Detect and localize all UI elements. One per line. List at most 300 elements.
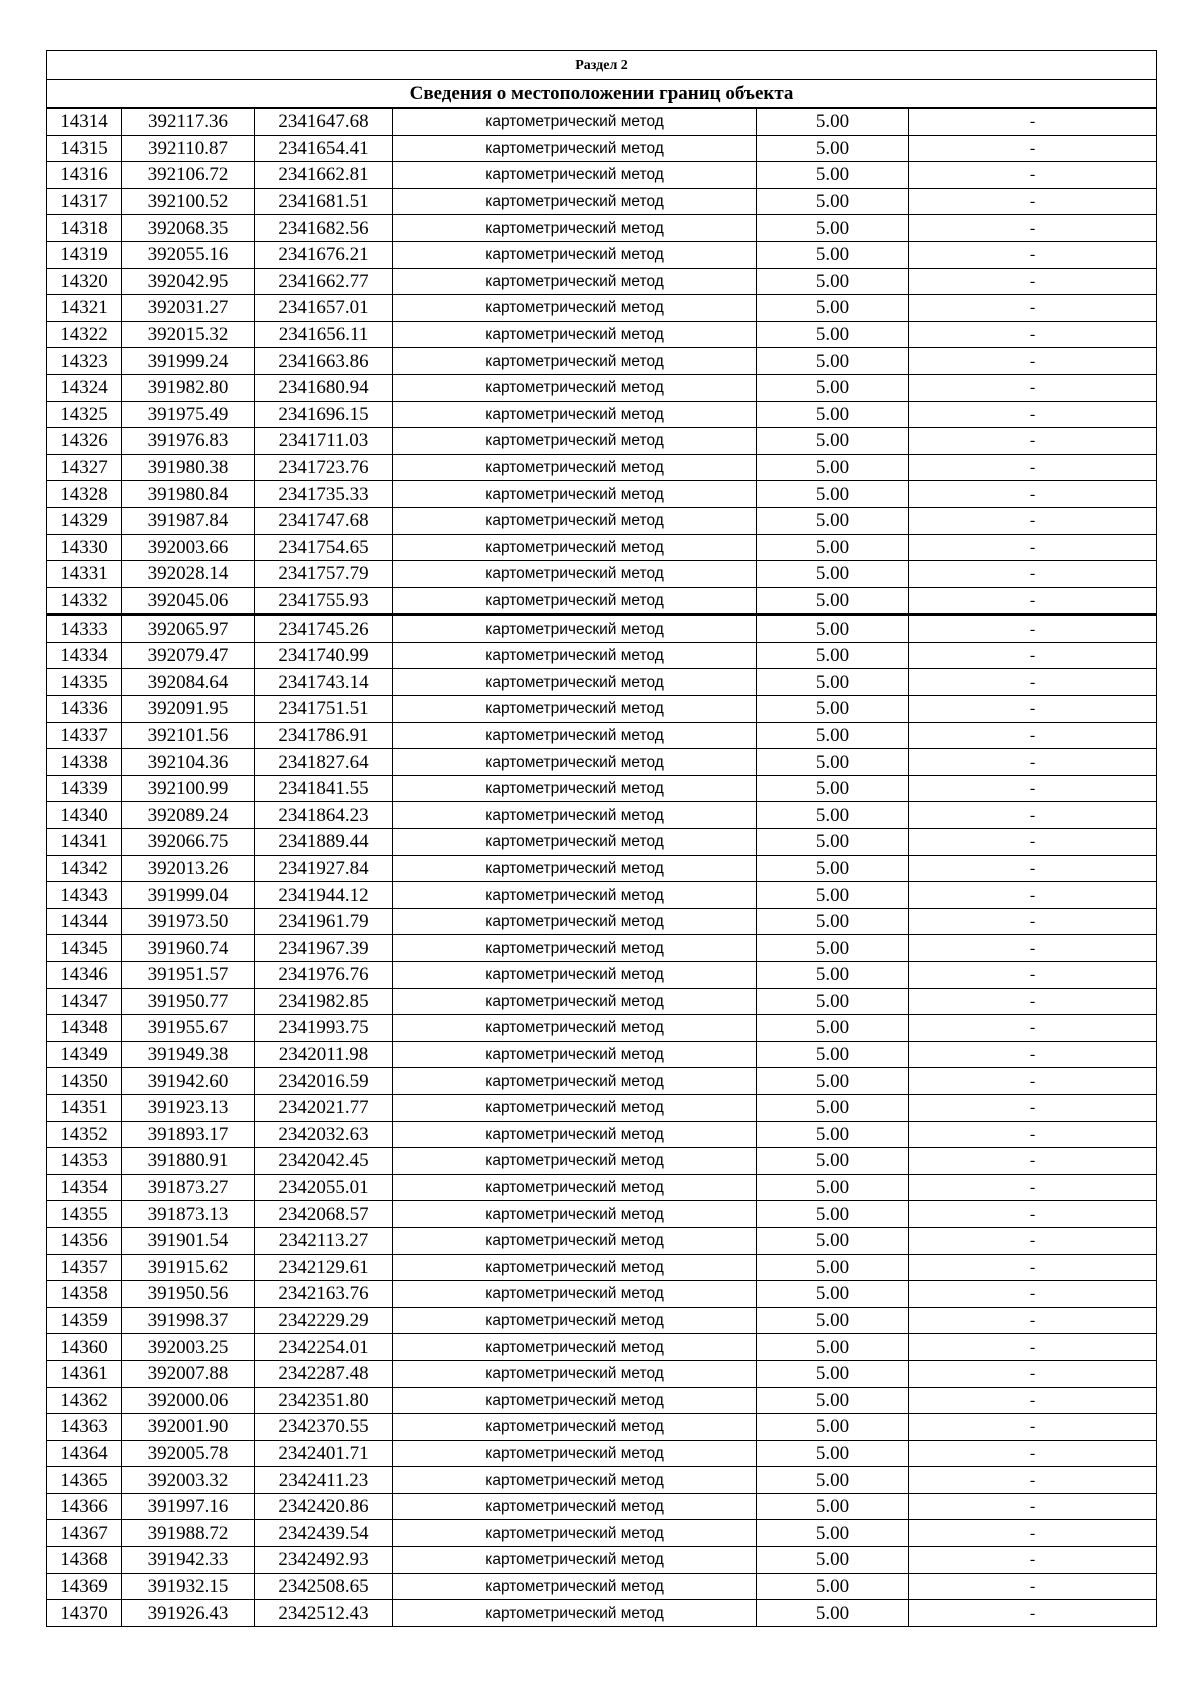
precision-cell: 5.00 bbox=[757, 268, 909, 295]
precision-cell: 5.00 bbox=[757, 669, 909, 696]
coord-x-cell: 391999.04 bbox=[122, 882, 255, 909]
note-cell: - bbox=[909, 1068, 1157, 1095]
point-number-cell: 14345 bbox=[47, 935, 122, 962]
table-row bbox=[47, 1387, 1157, 1414]
table-row bbox=[47, 749, 1157, 776]
coord-x-cell: 392091.95 bbox=[122, 696, 255, 723]
coord-x-cell: 391951.57 bbox=[122, 962, 255, 989]
point-number-cell: 14365 bbox=[47, 1467, 122, 1494]
method-cell: картометрический метод bbox=[393, 669, 757, 696]
point-number-cell: 14359 bbox=[47, 1307, 122, 1334]
precision-cell: 5.00 bbox=[757, 829, 909, 856]
method-cell: картометрический метод bbox=[393, 1387, 757, 1414]
coord-y-cell: 2342032.63 bbox=[255, 1121, 393, 1148]
coord-y-cell: 2342011.98 bbox=[255, 1041, 393, 1068]
note-cell: - bbox=[909, 108, 1157, 135]
boundary-table bbox=[46, 50, 1157, 1627]
coord-x-cell: 391950.56 bbox=[122, 1281, 255, 1308]
note-cell: - bbox=[909, 295, 1157, 322]
coord-x-cell: 392068.35 bbox=[122, 215, 255, 242]
coord-y-cell: 2342055.01 bbox=[255, 1174, 393, 1201]
precision-cell: 5.00 bbox=[757, 962, 909, 989]
coord-y-cell: 2342508.65 bbox=[255, 1573, 393, 1600]
coord-y-cell: 2341864.23 bbox=[255, 802, 393, 829]
precision-cell: 5.00 bbox=[757, 1520, 909, 1547]
table-row bbox=[47, 1360, 1157, 1387]
point-number-cell: 14321 bbox=[47, 295, 122, 322]
precision-cell: 5.00 bbox=[757, 1467, 909, 1494]
precision-cell: 5.00 bbox=[757, 1041, 909, 1068]
method-cell: картометрический метод bbox=[393, 855, 757, 882]
note-cell: - bbox=[909, 481, 1157, 508]
coord-y-cell: 2342021.77 bbox=[255, 1094, 393, 1121]
point-number-cell: 14326 bbox=[47, 428, 122, 455]
precision-cell: 5.00 bbox=[757, 1148, 909, 1175]
coord-y-cell: 2342439.54 bbox=[255, 1520, 393, 1547]
precision-cell: 5.00 bbox=[757, 481, 909, 508]
coord-x-cell: 391873.27 bbox=[122, 1174, 255, 1201]
note-cell: - bbox=[909, 855, 1157, 882]
point-number-cell: 14337 bbox=[47, 722, 122, 749]
coord-y-cell: 2341681.51 bbox=[255, 188, 393, 215]
coord-y-cell: 2342411.23 bbox=[255, 1467, 393, 1494]
coord-y-cell: 2342492.93 bbox=[255, 1547, 393, 1574]
table-row bbox=[47, 428, 1157, 455]
coord-x-cell: 391975.49 bbox=[122, 401, 255, 428]
point-number-cell: 14327 bbox=[47, 454, 122, 481]
table-row bbox=[47, 454, 1157, 481]
table-row bbox=[47, 215, 1157, 242]
precision-cell: 5.00 bbox=[757, 1094, 909, 1121]
table-row bbox=[47, 135, 1157, 162]
method-cell: картометрический метод bbox=[393, 775, 757, 802]
point-number-cell: 14358 bbox=[47, 1281, 122, 1308]
coord-y-cell: 2341680.94 bbox=[255, 374, 393, 401]
table-row bbox=[47, 268, 1157, 295]
point-number-cell: 14353 bbox=[47, 1148, 122, 1175]
point-number-cell: 14317 bbox=[47, 188, 122, 215]
point-number-cell: 14328 bbox=[47, 481, 122, 508]
table-row bbox=[47, 935, 1157, 962]
section-label: Раздел 2 bbox=[47, 51, 1157, 80]
table-row bbox=[47, 188, 1157, 215]
note-cell: - bbox=[909, 642, 1157, 669]
coord-x-cell: 391942.60 bbox=[122, 1068, 255, 1095]
table-row bbox=[47, 108, 1157, 135]
point-number-cell: 14361 bbox=[47, 1360, 122, 1387]
method-cell: картометрический метод bbox=[393, 615, 757, 643]
note-cell: - bbox=[909, 1334, 1157, 1361]
point-number-cell: 14325 bbox=[47, 401, 122, 428]
method-cell: картометрический метод bbox=[393, 1307, 757, 1334]
coord-y-cell: 2342068.57 bbox=[255, 1201, 393, 1228]
note-cell: - bbox=[909, 1174, 1157, 1201]
method-cell: картометрический метод bbox=[393, 988, 757, 1015]
precision-cell: 5.00 bbox=[757, 642, 909, 669]
precision-cell: 5.00 bbox=[757, 1174, 909, 1201]
coord-x-cell: 391980.38 bbox=[122, 454, 255, 481]
note-cell: - bbox=[909, 587, 1157, 615]
table-row bbox=[47, 1041, 1157, 1068]
table-row bbox=[47, 642, 1157, 669]
coord-x-cell: 392100.52 bbox=[122, 188, 255, 215]
note-cell: - bbox=[909, 1600, 1157, 1627]
method-cell: картометрический метод bbox=[393, 642, 757, 669]
coord-x-cell: 392001.90 bbox=[122, 1414, 255, 1441]
precision-cell: 5.00 bbox=[757, 374, 909, 401]
coord-x-cell: 391873.13 bbox=[122, 1201, 255, 1228]
coord-x-cell: 391923.13 bbox=[122, 1094, 255, 1121]
table-row bbox=[47, 775, 1157, 802]
note-cell: - bbox=[909, 374, 1157, 401]
table-row bbox=[47, 1467, 1157, 1494]
precision-cell: 5.00 bbox=[757, 108, 909, 135]
table-row bbox=[47, 374, 1157, 401]
coord-y-cell: 2341676.21 bbox=[255, 241, 393, 268]
precision-cell: 5.00 bbox=[757, 1387, 909, 1414]
note-cell: - bbox=[909, 1227, 1157, 1254]
method-cell: картометрический метод bbox=[393, 481, 757, 508]
precision-cell: 5.00 bbox=[757, 696, 909, 723]
point-number-cell: 14322 bbox=[47, 321, 122, 348]
precision-cell: 5.00 bbox=[757, 587, 909, 615]
table-row bbox=[47, 722, 1157, 749]
method-cell: картометрический метод bbox=[393, 268, 757, 295]
precision-cell: 5.00 bbox=[757, 615, 909, 643]
method-cell: картометрический метод bbox=[393, 1360, 757, 1387]
precision-cell: 5.00 bbox=[757, 1227, 909, 1254]
point-number-cell: 14329 bbox=[47, 507, 122, 534]
note-cell: - bbox=[909, 1414, 1157, 1441]
table-row bbox=[47, 1414, 1157, 1441]
method-cell: картометрический метод bbox=[393, 241, 757, 268]
precision-cell: 5.00 bbox=[757, 295, 909, 322]
method-cell: картометрический метод bbox=[393, 935, 757, 962]
coord-x-cell: 391960.74 bbox=[122, 935, 255, 962]
table-row bbox=[47, 241, 1157, 268]
precision-cell: 5.00 bbox=[757, 1414, 909, 1441]
note-cell: - bbox=[909, 241, 1157, 268]
note-cell: - bbox=[909, 507, 1157, 534]
note-cell: - bbox=[909, 1547, 1157, 1574]
table-row bbox=[47, 696, 1157, 723]
table-row bbox=[47, 1148, 1157, 1175]
method-cell: картометрический метод bbox=[393, 1440, 757, 1467]
point-number-cell: 14370 bbox=[47, 1600, 122, 1627]
coord-y-cell: 2341696.15 bbox=[255, 401, 393, 428]
table-row bbox=[47, 855, 1157, 882]
point-number-cell: 14362 bbox=[47, 1387, 122, 1414]
coord-y-cell: 2341735.33 bbox=[255, 481, 393, 508]
table-row bbox=[47, 802, 1157, 829]
note-cell: - bbox=[909, 1387, 1157, 1414]
precision-cell: 5.00 bbox=[757, 188, 909, 215]
note-cell: - bbox=[909, 162, 1157, 189]
coord-y-cell: 2341755.93 bbox=[255, 587, 393, 615]
point-number-cell: 14338 bbox=[47, 749, 122, 776]
precision-cell: 5.00 bbox=[757, 454, 909, 481]
note-cell: - bbox=[909, 454, 1157, 481]
method-cell: картометрический метод bbox=[393, 882, 757, 909]
method-cell: картометрический метод bbox=[393, 1414, 757, 1441]
coord-y-cell: 2341967.39 bbox=[255, 935, 393, 962]
table-row bbox=[47, 1334, 1157, 1361]
coord-x-cell: 391988.72 bbox=[122, 1520, 255, 1547]
method-cell: картометрический метод bbox=[393, 1520, 757, 1547]
precision-cell: 5.00 bbox=[757, 802, 909, 829]
coord-x-cell: 391997.16 bbox=[122, 1493, 255, 1520]
point-number-cell: 14333 bbox=[47, 615, 122, 643]
point-number-cell: 14323 bbox=[47, 348, 122, 375]
coord-x-cell: 391942.33 bbox=[122, 1547, 255, 1574]
table-row bbox=[47, 962, 1157, 989]
method-cell: картометрический метод bbox=[393, 1227, 757, 1254]
table-row bbox=[47, 587, 1157, 615]
coord-x-cell: 392045.06 bbox=[122, 587, 255, 615]
note-cell: - bbox=[909, 1148, 1157, 1175]
coord-x-cell: 391880.91 bbox=[122, 1148, 255, 1175]
table-row bbox=[47, 1227, 1157, 1254]
note-cell: - bbox=[909, 988, 1157, 1015]
note-cell: - bbox=[909, 188, 1157, 215]
point-number-cell: 14319 bbox=[47, 241, 122, 268]
coord-x-cell: 392066.75 bbox=[122, 829, 255, 856]
coord-x-cell: 392042.95 bbox=[122, 268, 255, 295]
precision-cell: 5.00 bbox=[757, 241, 909, 268]
table-row bbox=[47, 348, 1157, 375]
precision-cell: 5.00 bbox=[757, 935, 909, 962]
point-number-cell: 14364 bbox=[47, 1440, 122, 1467]
coord-x-cell: 391949.38 bbox=[122, 1041, 255, 1068]
boundary-table-body bbox=[47, 51, 1157, 1627]
coord-y-cell: 2342113.27 bbox=[255, 1227, 393, 1254]
note-cell: - bbox=[909, 135, 1157, 162]
point-number-cell: 14339 bbox=[47, 775, 122, 802]
point-number-cell: 14331 bbox=[47, 561, 122, 588]
coord-x-cell: 391982.80 bbox=[122, 374, 255, 401]
coord-x-cell: 392013.26 bbox=[122, 855, 255, 882]
coord-y-cell: 2341647.68 bbox=[255, 108, 393, 135]
table-row bbox=[47, 1600, 1157, 1627]
point-number-cell: 14357 bbox=[47, 1254, 122, 1281]
coord-x-cell: 391901.54 bbox=[122, 1227, 255, 1254]
coord-y-cell: 2342512.43 bbox=[255, 1600, 393, 1627]
note-cell: - bbox=[909, 268, 1157, 295]
method-cell: картометрический метод bbox=[393, 321, 757, 348]
method-cell: картометрический метод bbox=[393, 135, 757, 162]
method-cell: картометрический метод bbox=[393, 908, 757, 935]
table-row bbox=[47, 1281, 1157, 1308]
table-row bbox=[47, 1174, 1157, 1201]
note-cell: - bbox=[909, 696, 1157, 723]
note-cell: - bbox=[909, 722, 1157, 749]
note-cell: - bbox=[909, 1573, 1157, 1600]
method-cell: картометрический метод bbox=[393, 162, 757, 189]
point-number-cell: 14350 bbox=[47, 1068, 122, 1095]
method-cell: картометрический метод bbox=[393, 587, 757, 615]
coord-y-cell: 2341944.12 bbox=[255, 882, 393, 909]
precision-cell: 5.00 bbox=[757, 1334, 909, 1361]
coord-x-cell: 391998.37 bbox=[122, 1307, 255, 1334]
note-cell: - bbox=[909, 428, 1157, 455]
precision-cell: 5.00 bbox=[757, 1573, 909, 1600]
coord-y-cell: 2341740.99 bbox=[255, 642, 393, 669]
table-row bbox=[47, 534, 1157, 561]
precision-cell: 5.00 bbox=[757, 215, 909, 242]
method-cell: картометрический метод bbox=[393, 1334, 757, 1361]
note-cell: - bbox=[909, 962, 1157, 989]
table-row bbox=[47, 561, 1157, 588]
coord-x-cell: 392055.16 bbox=[122, 241, 255, 268]
table-row bbox=[47, 1254, 1157, 1281]
point-number-cell: 14360 bbox=[47, 1334, 122, 1361]
method-cell: картометрический метод bbox=[393, 1254, 757, 1281]
coord-y-cell: 2341743.14 bbox=[255, 669, 393, 696]
precision-cell: 5.00 bbox=[757, 1493, 909, 1520]
point-number-cell: 14346 bbox=[47, 962, 122, 989]
method-cell: картометрический метод bbox=[393, 561, 757, 588]
method-cell: картометрический метод bbox=[393, 1148, 757, 1175]
point-number-cell: 14314 bbox=[47, 108, 122, 135]
method-cell: картометрический метод bbox=[393, 1201, 757, 1228]
coord-x-cell: 392106.72 bbox=[122, 162, 255, 189]
precision-cell: 5.00 bbox=[757, 988, 909, 1015]
note-cell: - bbox=[909, 1360, 1157, 1387]
note-cell: - bbox=[909, 534, 1157, 561]
table-row bbox=[47, 1547, 1157, 1574]
coord-y-cell: 2342287.48 bbox=[255, 1360, 393, 1387]
coord-x-cell: 392089.24 bbox=[122, 802, 255, 829]
method-cell: картометрический метод bbox=[393, 829, 757, 856]
method-cell: картометрический метод bbox=[393, 1068, 757, 1095]
coord-x-cell: 392084.64 bbox=[122, 669, 255, 696]
coord-x-cell: 392005.78 bbox=[122, 1440, 255, 1467]
note-cell: - bbox=[909, 561, 1157, 588]
precision-cell: 5.00 bbox=[757, 1360, 909, 1387]
coord-y-cell: 2341754.65 bbox=[255, 534, 393, 561]
document-page bbox=[46, 50, 1156, 1627]
point-number-cell: 14318 bbox=[47, 215, 122, 242]
precision-cell: 5.00 bbox=[757, 855, 909, 882]
method-cell: картометрический метод bbox=[393, 1573, 757, 1600]
coord-x-cell: 391950.77 bbox=[122, 988, 255, 1015]
table-row bbox=[47, 1493, 1157, 1520]
coord-x-cell: 392100.99 bbox=[122, 775, 255, 802]
coord-x-cell: 391980.84 bbox=[122, 481, 255, 508]
method-cell: картометрический метод bbox=[393, 722, 757, 749]
method-cell: картометрический метод bbox=[393, 1094, 757, 1121]
coord-y-cell: 2342229.29 bbox=[255, 1307, 393, 1334]
coord-y-cell: 2341747.68 bbox=[255, 507, 393, 534]
note-cell: - bbox=[909, 215, 1157, 242]
coord-y-cell: 2341889.44 bbox=[255, 829, 393, 856]
precision-cell: 5.00 bbox=[757, 321, 909, 348]
note-cell: - bbox=[909, 1281, 1157, 1308]
precision-cell: 5.00 bbox=[757, 882, 909, 909]
method-cell: картометрический метод bbox=[393, 1600, 757, 1627]
coord-x-cell: 392110.87 bbox=[122, 135, 255, 162]
table-row bbox=[47, 1573, 1157, 1600]
table-title: Сведения о местоположении границ объекта bbox=[47, 80, 1157, 109]
coord-y-cell: 2341927.84 bbox=[255, 855, 393, 882]
coord-x-cell: 391893.17 bbox=[122, 1121, 255, 1148]
method-cell: картометрический метод bbox=[393, 802, 757, 829]
method-cell: картометрический метод bbox=[393, 696, 757, 723]
precision-cell: 5.00 bbox=[757, 1254, 909, 1281]
precision-cell: 5.00 bbox=[757, 722, 909, 749]
coord-y-cell: 2341662.81 bbox=[255, 162, 393, 189]
coord-x-cell: 392079.47 bbox=[122, 642, 255, 669]
coord-y-cell: 2341656.11 bbox=[255, 321, 393, 348]
coord-y-cell: 2341654.41 bbox=[255, 135, 393, 162]
coord-y-cell: 2341745.26 bbox=[255, 615, 393, 643]
method-cell: картометрический метод bbox=[393, 1174, 757, 1201]
coord-y-cell: 2341663.86 bbox=[255, 348, 393, 375]
method-cell: картометрический метод bbox=[393, 428, 757, 455]
point-number-cell: 14343 bbox=[47, 882, 122, 909]
table-row bbox=[47, 615, 1157, 643]
point-number-cell: 14363 bbox=[47, 1414, 122, 1441]
note-cell: - bbox=[909, 1467, 1157, 1494]
coord-x-cell: 392003.25 bbox=[122, 1334, 255, 1361]
note-cell: - bbox=[909, 1254, 1157, 1281]
precision-cell: 5.00 bbox=[757, 1015, 909, 1042]
table-row bbox=[47, 1440, 1157, 1467]
coord-x-cell: 391987.84 bbox=[122, 507, 255, 534]
coord-x-cell: 391976.83 bbox=[122, 428, 255, 455]
method-cell: картометрический метод bbox=[393, 454, 757, 481]
method-cell: картометрический метод bbox=[393, 1041, 757, 1068]
coord-x-cell: 392003.66 bbox=[122, 534, 255, 561]
method-cell: картометрический метод bbox=[393, 374, 757, 401]
table-row bbox=[47, 1094, 1157, 1121]
table-row bbox=[47, 481, 1157, 508]
coord-x-cell: 391932.15 bbox=[122, 1573, 255, 1600]
note-cell: - bbox=[909, 348, 1157, 375]
precision-cell: 5.00 bbox=[757, 428, 909, 455]
coord-y-cell: 2342351.80 bbox=[255, 1387, 393, 1414]
point-number-cell: 14334 bbox=[47, 642, 122, 669]
precision-cell: 5.00 bbox=[757, 775, 909, 802]
method-cell: картометрический метод bbox=[393, 507, 757, 534]
note-cell: - bbox=[909, 1440, 1157, 1467]
note-cell: - bbox=[909, 908, 1157, 935]
precision-cell: 5.00 bbox=[757, 1068, 909, 1095]
point-number-cell: 14352 bbox=[47, 1121, 122, 1148]
precision-cell: 5.00 bbox=[757, 561, 909, 588]
precision-cell: 5.00 bbox=[757, 135, 909, 162]
coord-x-cell: 392065.97 bbox=[122, 615, 255, 643]
coord-x-cell: 392007.88 bbox=[122, 1360, 255, 1387]
precision-cell: 5.00 bbox=[757, 1547, 909, 1574]
method-cell: картометрический метод bbox=[393, 188, 757, 215]
coord-x-cell: 391973.50 bbox=[122, 908, 255, 935]
point-number-cell: 14320 bbox=[47, 268, 122, 295]
point-number-cell: 14335 bbox=[47, 669, 122, 696]
point-number-cell: 14324 bbox=[47, 374, 122, 401]
coord-y-cell: 2342016.59 bbox=[255, 1068, 393, 1095]
coord-y-cell: 2341657.01 bbox=[255, 295, 393, 322]
note-cell: - bbox=[909, 1041, 1157, 1068]
coord-y-cell: 2341841.55 bbox=[255, 775, 393, 802]
table-row bbox=[47, 1068, 1157, 1095]
coord-x-cell: 392028.14 bbox=[122, 561, 255, 588]
precision-cell: 5.00 bbox=[757, 1281, 909, 1308]
precision-cell: 5.00 bbox=[757, 507, 909, 534]
precision-cell: 5.00 bbox=[757, 908, 909, 935]
point-number-cell: 14330 bbox=[47, 534, 122, 561]
note-cell: - bbox=[909, 669, 1157, 696]
